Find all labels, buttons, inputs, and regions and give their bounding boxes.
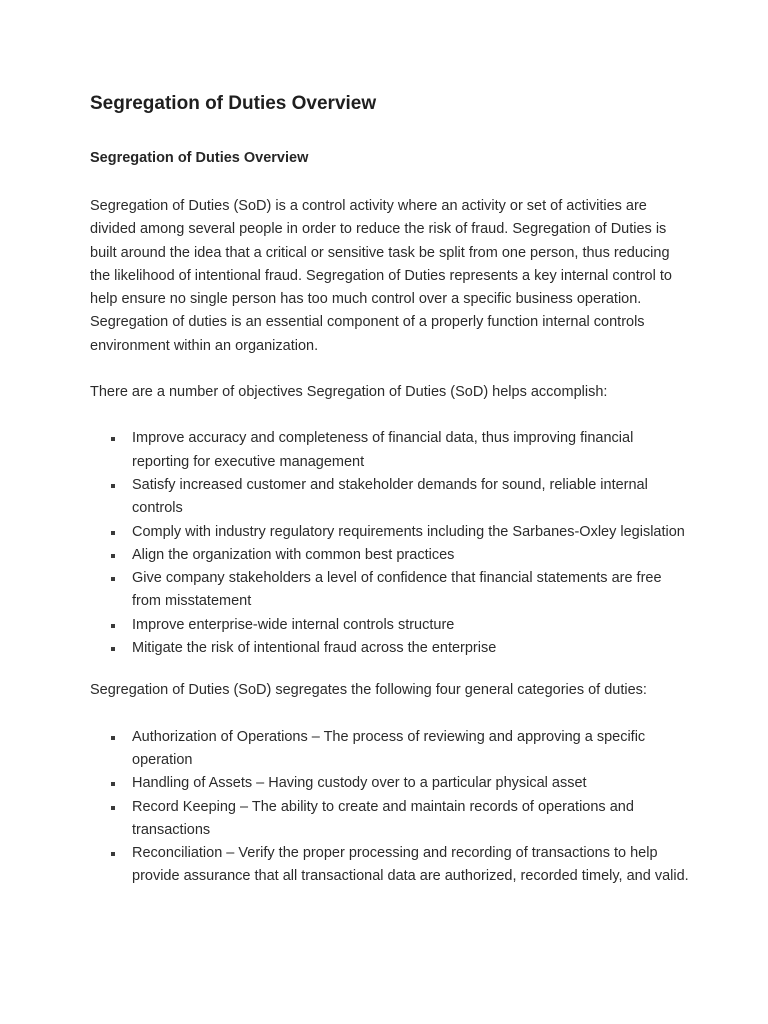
document-title: Segregation of Duties Overview bbox=[90, 93, 377, 114]
list-item-text: Comply with industry regulatory requirements including the Sarbanes-Oxley legislation bbox=[132, 523, 685, 540]
list-item-text: Authorization of Operations – The process of reviewing and approving a specific operation bbox=[132, 728, 646, 768]
list-item bbox=[90, 772, 690, 795]
list-item bbox=[90, 614, 690, 637]
list-item-text: Give company stakeholders a level of confidence that financial statements are free from misstatement bbox=[132, 570, 662, 610]
bullet-square-icon bbox=[111, 782, 115, 786]
list-item-text: Record Keeping – The ability to create and maintain records of operations and transactions bbox=[132, 798, 634, 838]
list-item bbox=[90, 521, 690, 544]
list-item bbox=[90, 842, 690, 889]
list-item bbox=[90, 796, 690, 843]
list-item bbox=[90, 544, 690, 567]
list-item-text: Handling of Assets – Having custody over to a particular physical asset bbox=[132, 775, 587, 792]
list-item-text: Improve accuracy and completeness of financial data, thus improving financial reporting for executive management bbox=[132, 430, 634, 470]
objectives-lead-paragraph: There are a number of objectives Segregation of Duties (SoD) helps accomplish: bbox=[90, 384, 608, 401]
section-heading: Segregation of Duties Overview bbox=[90, 150, 309, 166]
bullet-square-icon bbox=[111, 484, 115, 488]
list-item bbox=[90, 427, 690, 474]
bullet-square-icon bbox=[111, 624, 115, 628]
list-item bbox=[90, 726, 690, 773]
bullet-square-icon bbox=[111, 531, 115, 535]
list-item-text: Align the organization with common best practices bbox=[132, 546, 455, 563]
list-item-text: Reconciliation – Verify the proper processing and recording of transactions to help provide assurance that all transactional data are authorized, recorded timely, and valid. bbox=[132, 845, 689, 885]
bullet-square-icon bbox=[111, 554, 115, 558]
intro-paragraph: Segregation of Duties (SoD) is a control activity where an activity or set of activities are divided among several people in order to reduce the risk of fraud. Segregation of Duties is built around the idea that a critical or sensitive task be split from one person, thus reducing the likelihood of intentional fraud. Segregation of Duties represents a key internal control to help ensure no single person has too much control over a specific business operation. Segregation of duties is an essential component of a properly function internal controls environment within an organization. bbox=[90, 198, 672, 354]
list-item-text: Improve enterprise-wide internal controls structure bbox=[132, 616, 455, 633]
bullet-square-icon bbox=[111, 577, 115, 581]
list-item bbox=[90, 637, 690, 660]
categories-lead-paragraph: Segregation of Duties (SoD) segregates the following four general categories of duties: bbox=[90, 682, 647, 699]
bullet-square-icon bbox=[111, 806, 115, 810]
bullet-square-icon bbox=[111, 647, 115, 651]
bullet-square-icon bbox=[111, 437, 115, 441]
list-item-text: Mitigate the risk of intentional fraud across the enterprise bbox=[132, 640, 497, 657]
list-item-text: Satisfy increased customer and stakeholder demands for sound, reliable internal controls bbox=[132, 476, 648, 517]
bullet-square-icon bbox=[111, 852, 115, 856]
list-item bbox=[90, 474, 690, 521]
list-item bbox=[90, 567, 690, 614]
document-page bbox=[90, 90, 690, 889]
objectives-list bbox=[90, 427, 690, 660]
categories-list bbox=[90, 726, 690, 889]
bullet-square-icon bbox=[111, 736, 115, 740]
